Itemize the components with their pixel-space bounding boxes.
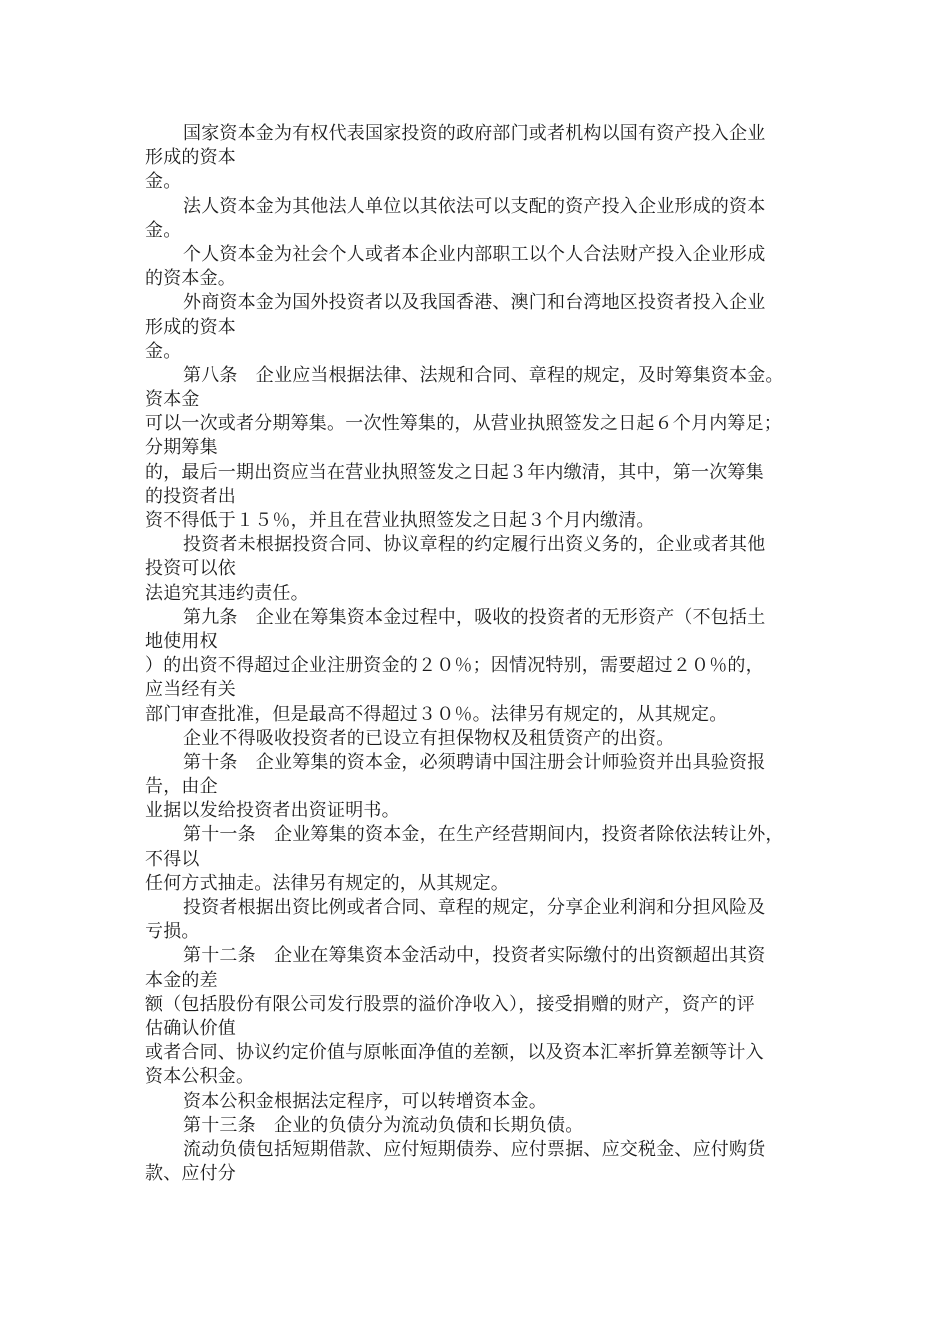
text-line: 流动负债包括短期借款、应付短期债券、应付票据、应交税金、应付购货 [183, 1138, 766, 1160]
text-line: 可以一次或者分期筹集。一次性筹集的，从营业执照签发之日起６个月内筹足； [145, 413, 782, 435]
text-line: 投资可以依 [145, 558, 236, 580]
text-line: 形成的资本 [145, 316, 236, 338]
text-line: 的投资者出 [145, 485, 236, 507]
text-line: 外商资本金为国外投资者以及我国香港、澳门和台湾地区投资者投入企业 [183, 292, 766, 314]
text-line: 告，由企 [145, 776, 218, 798]
text-line: 的资本金。 [145, 268, 236, 290]
text-line: 第十条 企业筹集的资本金，必须聘请中国注册会计师验资并出具验资报 [183, 751, 766, 773]
text-line: 的，最后一期出资应当在营业执照签发之日起３年内缴清，其中，第一次筹集 [145, 461, 764, 483]
text-line: 部门审查批准，但是最高不得超过３０％。法律另有规定的，从其规定。 [145, 703, 728, 725]
text-line: 第十一条 企业筹集的资本金，在生产经营期间内，投资者除依法转让外， [183, 824, 784, 846]
text-line: 企业不得吸收投资者的已设立有担保物权及租赁资产的出资。 [183, 727, 675, 749]
text-line: 不得以 [145, 848, 200, 870]
text-line: 应当经有关 [145, 679, 236, 701]
text-line: 金。 [145, 171, 182, 193]
text-line: 第十二条 企业在筹集资本金活动中，投资者实际缴付的出资额超出其资 [183, 945, 766, 967]
text-line: 业据以发给投资者出资证明书。 [145, 800, 400, 822]
document-body [145, 122, 815, 1186]
text-line: 第十三条 企业的负债分为流动负债和长期负债。 [183, 1114, 584, 1136]
text-line: 资不得低于１５％，并且在营业执照签发之日起３个月内缴清。 [145, 510, 655, 531]
text-line: 投资者根据出资比例或者合同、章程的规定，分享企业利润和分担风险及 [183, 897, 766, 918]
text-line: 第八条 企业应当根据法律、法规和合同、章程的规定，及时筹集资本金。 [183, 364, 784, 386]
text-line: 款、应付分 [145, 1163, 236, 1185]
text-line: 额（包括股份有限公司发行股票的溢价净收入），接受捐赠的财产，资产的评 [145, 993, 755, 1015]
text-line: 分期筹集 [145, 437, 218, 459]
text-line: 资本公积金根据法定程序，可以转增资本金。 [183, 1090, 547, 1112]
text-line: 地使用权 [145, 630, 218, 652]
text-line: 亏损。 [145, 921, 200, 943]
text-line: 个人资本金为社会个人或者本企业内部职工以个人合法财产投入企业形成 [183, 243, 766, 265]
text-line: 形成的资本 [145, 147, 236, 169]
text-line: 法人资本金为其他法人单位以其依法可以支配的资产投入企业形成的资本 [183, 195, 766, 217]
text-line: 金。 [145, 340, 182, 362]
text-line: 投资者未根据投资合同、协议章程的约定履行出资义务的，企业或者其他 [183, 534, 766, 556]
text-line: 或者合同、协议约定价值与原帐面净值的差额，以及资本汇率折算差额等计入 [145, 1042, 764, 1064]
text-line: 国家资本金为有权代表国家投资的政府部门或者机构以国有资产投入企业 [183, 123, 766, 144]
text-line: ）的出资不得超过企业注册资金的２０％；因情况特别，需要超过２０％的， [145, 655, 764, 677]
text-line: 估确认价值 [145, 1017, 236, 1039]
text-line: 任何方式抽走。法律另有规定的，从其规定。 [145, 872, 509, 894]
text-line: 法追究其违约责任。 [145, 582, 309, 604]
text-line: 金。 [145, 219, 182, 241]
text-line: 资本公积金。 [145, 1066, 255, 1088]
text-line: 资本金 [145, 389, 200, 411]
text-line: 第九条 企业在筹集资本金过程中，吸收的投资者的无形资产（不包括土 [183, 606, 766, 628]
text-line: 本金的差 [145, 969, 218, 991]
